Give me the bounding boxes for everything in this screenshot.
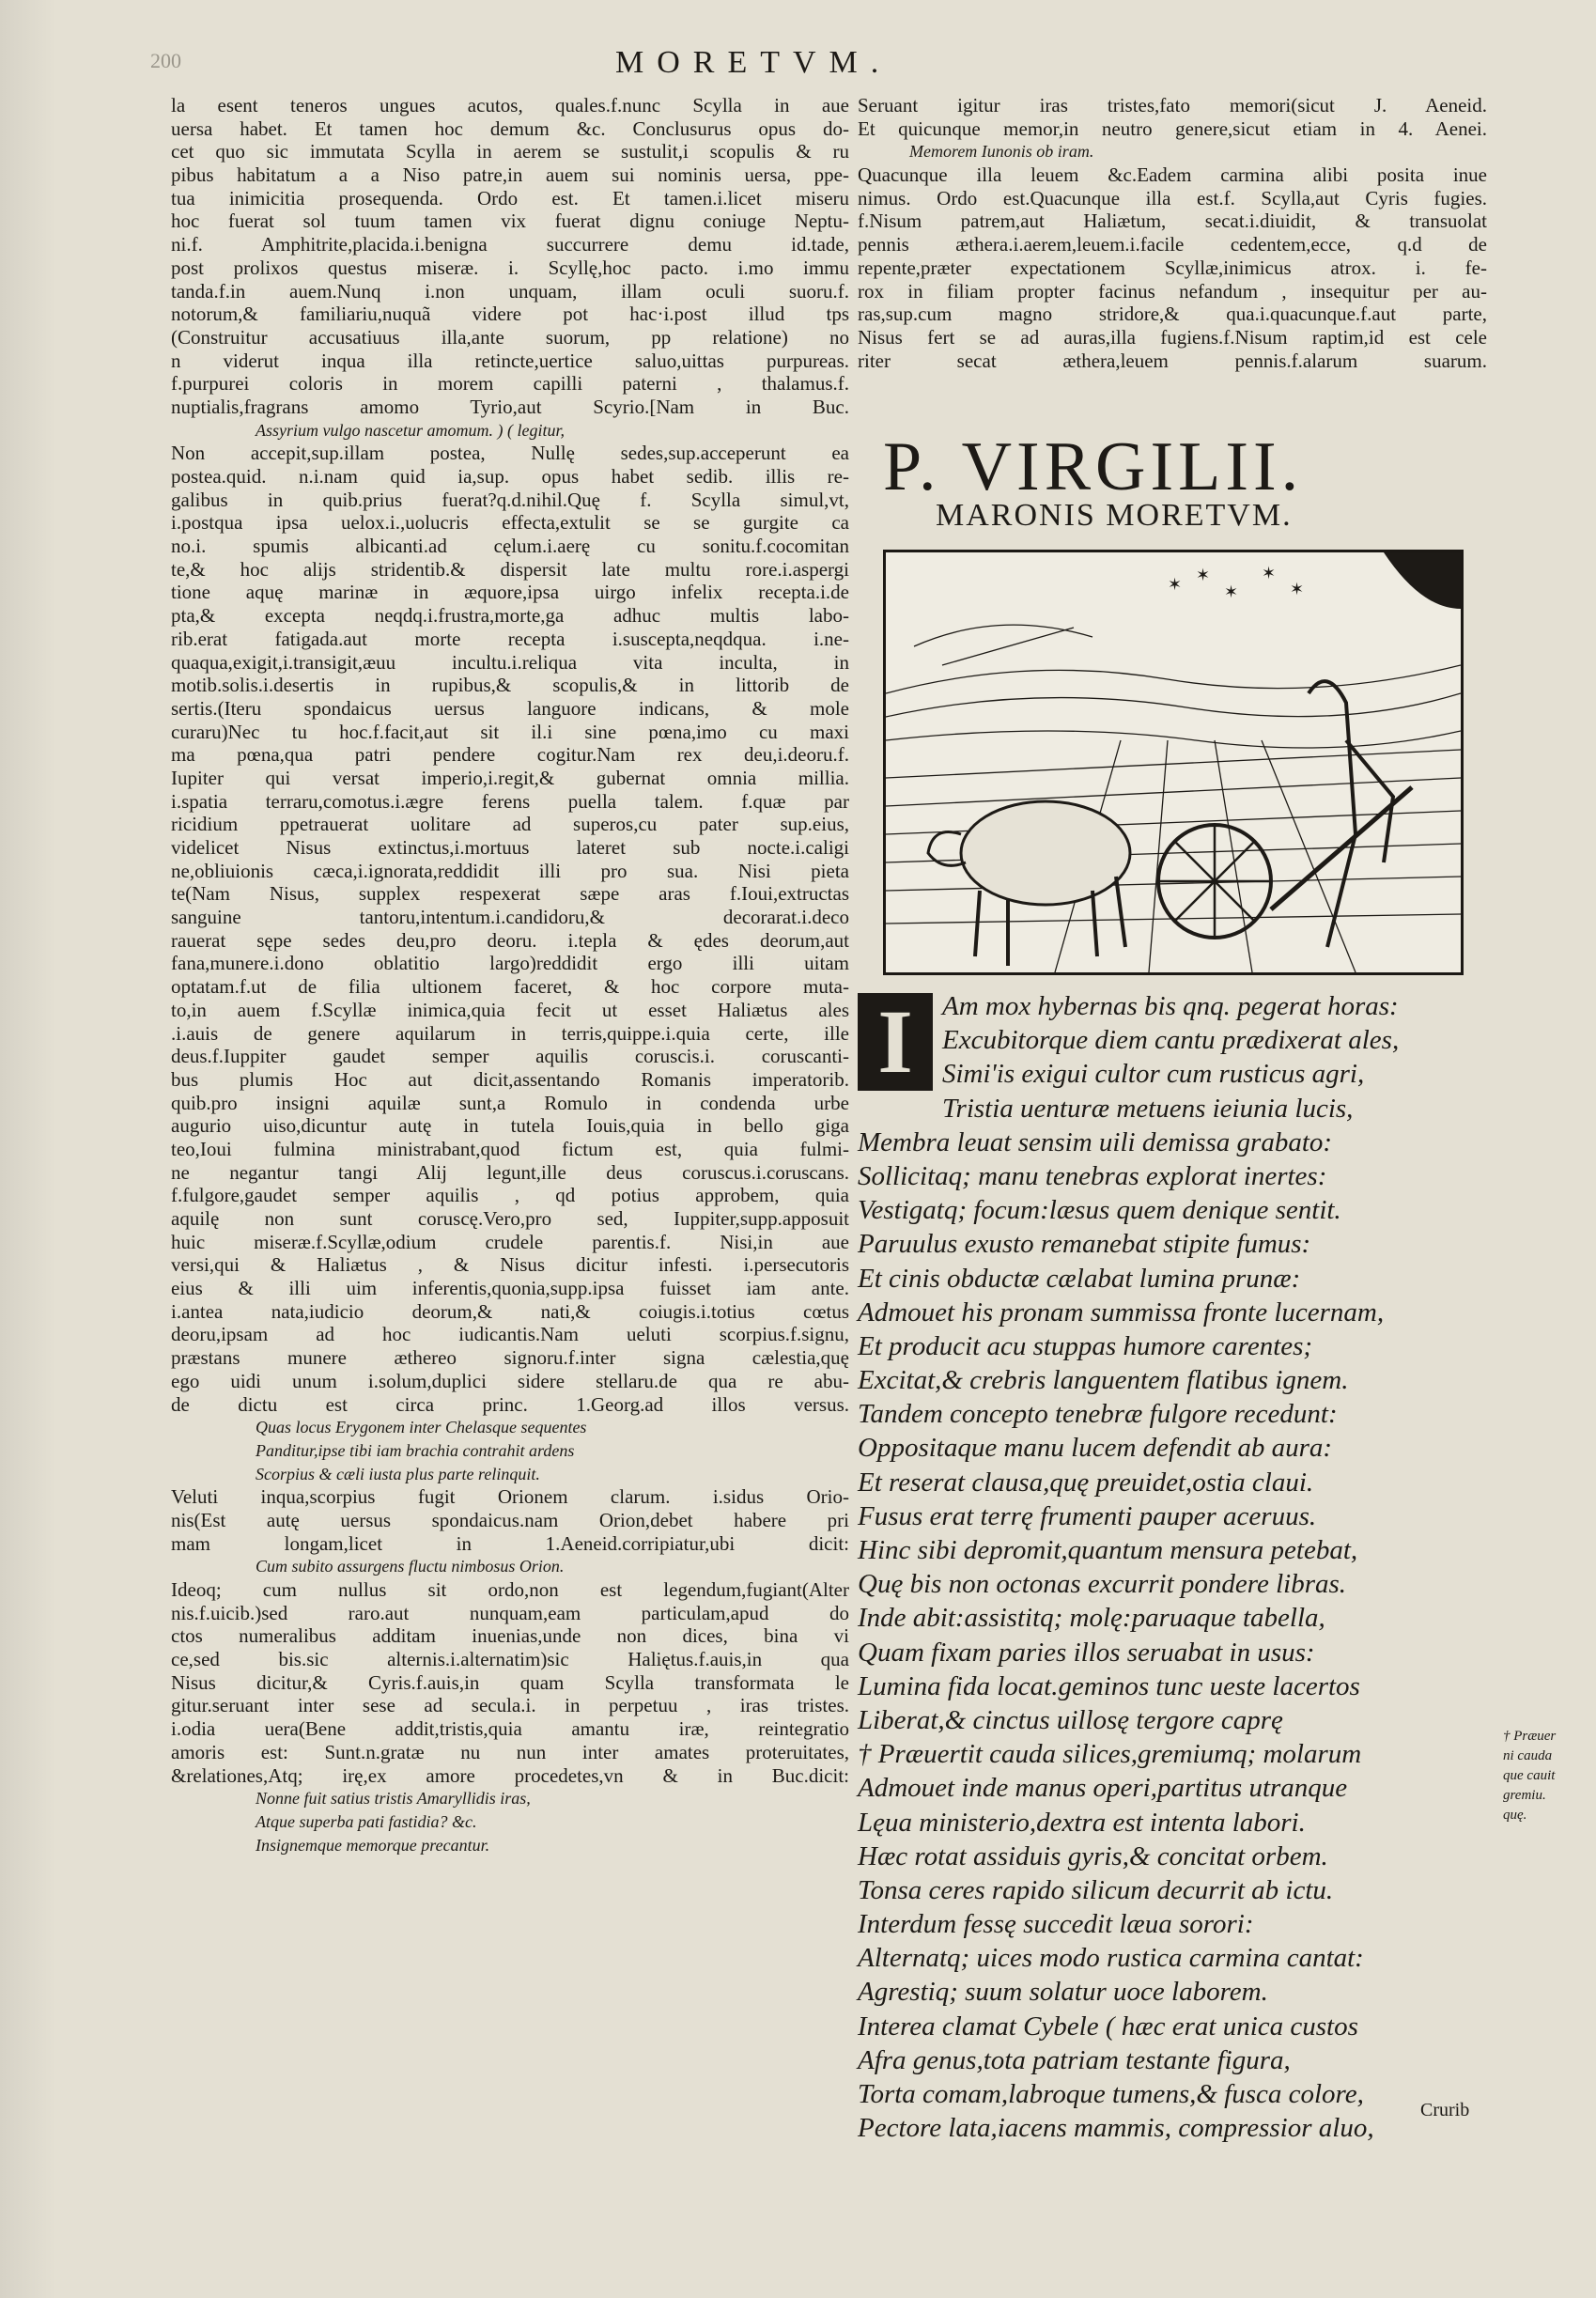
commentary-line: pta,& excepta neqdq.i.frustra,morte,ga adhuc multis labo- (171, 604, 849, 628)
poem-verse-line: Sollicitaq; manu tenebras explorat inertes: (858, 1160, 1327, 1191)
commentary-line: versi,qui & Haliætus , & Nisus dicitur infesti. i.persecutoris (171, 1253, 849, 1277)
commentary-line: motib.solis.i.desertis in rupibus,& scopulis,& in littorib de (171, 674, 849, 697)
poem-verse-line: Excubitorque diem cantu prædixerat ales, (942, 1025, 1400, 1056)
poem-verse-line: Lęua ministerio,dextra est intenta labori. (858, 1807, 1306, 1838)
commentary-line: amoris est: Sunt.n.gratæ nu nun inter amates proteruitates, (171, 1740, 849, 1763)
quoted-verse-line: Panditur,ipse tibi iam brachia contrahit ardens (256, 1440, 575, 1460)
commentary-line: præstans munere æthereo signoru.f.inter signa cælestia,quę (171, 1346, 849, 1370)
poem-verse-line: † Præuertit cauda silices,gremiumq; molarum (858, 1739, 1362, 1770)
commentary-line: Iupiter qui versat imperio,i.regit,& gubernat omnia millia. (171, 766, 849, 789)
poem-verse-line: Quam fixam paries illos seruabat in usus: (858, 1637, 1315, 1668)
commentary-line: ce,sed bis.sic alternis.i.alternatim)sic Haliętus.f.auis,in qua (171, 1648, 849, 1671)
commentary-line: bus plumis Hoc aut dicit,assentando Romanis imperatorib. (171, 1067, 849, 1091)
marginal-note-line: † Præuer (1503, 1729, 1557, 1744)
poem-verse-line: Pectore lata,iacens mammis, compressior aluo, (858, 2113, 1374, 2144)
quoted-verse-line: Cum subito assurgens fluctu nimbosus Orion. (256, 1557, 565, 1576)
commentary-line: notorum,& familiariu,nuquã videre pot hac·i.post illud tps (171, 303, 849, 326)
poem-verse-line: Inde abit:assistitq; molę:paruaque tabella, (858, 1603, 1325, 1634)
commentary-line: teo,Ioui fulmina ministrabant,quod fictum est, quia fulmi- (171, 1137, 849, 1160)
poem-verse-line: Tandem concepto tenebræ fulgore recedunt: (858, 1399, 1338, 1430)
svg-text:✶: ✶ (1262, 564, 1277, 582)
commentary-line: i.spatia terraru,comotus.i.ægre ferens puella talem. f.quæ par (171, 789, 849, 813)
marginal-note (1503, 1727, 1556, 1825)
poem-verse-line: Simi'is exigui cultor cum rusticus agri, (942, 1059, 1365, 1090)
poem-text (858, 989, 1515, 2145)
commentary-line: de dictu est circa princ. 1.Georg.ad illos versus. (171, 1392, 849, 1416)
poem-verse-line: Oppositaque manu lucem defendit ab aura: (858, 1433, 1333, 1464)
poem-verse-line: Torta comam,labroque tumens,& fusca colore, (858, 2079, 1364, 2109)
poem-verse-line: Tonsa ceres rapido silicum decurrit ab ictu. (858, 1874, 1334, 1905)
poem-verse-line: Hæc rotat assiduis gyris,& concitat orbem. (858, 1840, 1328, 1871)
quoted-verse-line: Insignemque memorque precantur. (256, 1835, 490, 1855)
commentary-line: i.odia uera(Bene addit,tristis,quia amantu iræ, reintegratio (171, 1717, 849, 1741)
commentary-line: rib.erat fatigada.aut morte recepta i.suscepta,neqdqua. i.ne- (171, 627, 849, 650)
svg-text:✶: ✶ (1224, 582, 1239, 601)
commentary-line: cet quo sic immutata Scylla in aerem se sustulit,i scopulis & ru (171, 140, 849, 163)
commentary-line: ne negantur tangi Alij legunt,ille deus coruscus.i.coruscans. (171, 1160, 849, 1184)
poem-verse-line: Liberat,& cinctus uillosę tergore caprę (858, 1704, 1283, 1735)
commentary-line: i.antea nata,iudicio deorum,& nati,& coiugis.i.totius cœtus (171, 1299, 849, 1323)
commentary-line: Seruant igitur iras tristes,fato memori(sicut J. Aeneid. (858, 94, 1487, 116)
commentary-line: repente,præter expectationem Scyllæ,inimicus atrox. i. fe- (858, 256, 1487, 279)
poem-verse-line: Afra genus,tota patriam testante figura, (858, 2044, 1291, 2075)
svg-text:✶: ✶ (1168, 575, 1183, 594)
marginal-note-line: ni cauda (1503, 1748, 1553, 1763)
commentary-line: ne,obliuionis cæca,i.ignorata,reddidit illi pro sua. Nisi pieta (171, 859, 849, 882)
commentary-line: rox in filiam propter facinus nefandum , insequitur per au- (858, 279, 1487, 303)
commentary-line: fana,munere.i.dono oblatitio largo)reddidit ergo illi uitam (171, 952, 849, 975)
commentary-column-left (171, 94, 849, 1856)
poem-verse-line: Lumina fida locat.geminos tunc ueste lacertos (858, 1670, 1360, 1701)
quoted-verse-line: Nonne fuit satius tristis Amaryllidis iras, (256, 1789, 531, 1809)
commentary-line: Nisus dicitur,& Cyris.f.auis,in quam Scylla transformata le (171, 1670, 849, 1694)
poem-verse-line: Fusus erat terrę frumenti pauper aceruus. (858, 1500, 1317, 1531)
poem-verse-line: Am mox hybernas bis qnq. pegerat horas: (942, 991, 1399, 1021)
poem-verse-line: Paruulus exusto remanebat stipite fumus: (858, 1229, 1311, 1260)
commentary-line: nis.f.uicib.)sed raro.aut nunquam,eam particulam,apud do (171, 1601, 849, 1624)
page-edge (0, 0, 56, 2298)
poem-verse-line: Et reserat clausa,quę preuidet,ostia claui. (858, 1467, 1314, 1498)
commentary-line: no.i. spumis albicanti.ad cęlum.i.aerę cu sonitu.f.cocomitan (171, 535, 849, 558)
commentary-line: f.fulgore,gaudet semper aquilis , qd potius approbem, quia (171, 1184, 849, 1207)
commentary-line: pennis æthera.i.aerem,leuem.i.facile cedentem,ecce, q.d de (858, 233, 1487, 256)
commentary-line: ma pœna,qua patri pendere cogitur.Nam rex deu,i.deoru.f. (171, 743, 849, 767)
commentary-line: Ideoq; cum nullus sit ordo,non est legendum,fugiant(Alter (171, 1578, 849, 1601)
commentary-line: eius & illi uim inferentis,quonia,supp.ipsa fuisset iam ante. (171, 1277, 849, 1300)
commentary-line: &relationes,Atq; irę,ex amore procedetes,vn & in Buc.dicit: (171, 1763, 849, 1787)
running-title: MORETVM. (615, 45, 892, 80)
quoted-verse-line: Assyrium vulgo nascetur amomum. ) ( legitur, (256, 420, 565, 440)
commentary-line: deoru,ipsam ad hoc iudicantis.Nam ueluti scorpius.f.signu, (171, 1323, 849, 1346)
poem-verse-line: Vestigatq; focum:læsus quem denique sentit. (858, 1195, 1341, 1226)
commentary-line: nimus. Ordo est.Quacunque illa est.f. Scylla,aut Cyris fugies. (858, 186, 1487, 210)
commentary-line: augurio uiso,dicuntur autę in tutela Iouis,quia in bello giga (171, 1114, 849, 1138)
poem-verse-line: Et producit acu stuppas humore carentes; (858, 1330, 1313, 1361)
drop-cap-initial: I (858, 993, 933, 1091)
commentary-line: ctos numeralibus additam inuenias,unde non dices, bina vi (171, 1624, 849, 1648)
commentary-line: optatam.f.ut de filia ultionem faceret, & hoc corpore muta- (171, 975, 849, 999)
commentary-line: post prolixos questus miseræ. i. Scyllę,hoc pacto. i.mo immu (171, 256, 849, 279)
commentary-line: sertis.(Iteru spondaicus uersus languore indicans, & mole (171, 696, 849, 720)
quoted-verse-line: Scorpius & cæli iusta plus parte relinquit. (256, 1464, 540, 1483)
folio-number: 200 (150, 49, 181, 72)
marginal-note-line: que cauit (1503, 1768, 1556, 1783)
commentary-line: gitur.seruant inter sese ad secula.i. in perpetuu , iras tristes. (171, 1694, 849, 1717)
commentary-line: rauerat sępe sedes deu,pro deoru. i.tepla & ędes deorum,aut (171, 928, 849, 952)
commentary-line: Non accepit,sup.illam postea, Nullę sedes,sup.acceperunt ea (171, 442, 849, 465)
commentary-line: tione aquę marinæ in æquore,ipsa uirgo infelix recepta.i.de (171, 581, 849, 604)
poem-verse-line: Quę bis non octonas excurrit pondere libras. (858, 1569, 1347, 1600)
commentary-line: pibus habitatum a a Niso patre,in auem sui nominis uersa, ppe- (171, 163, 849, 187)
commentary-line: Veluti inqua,scorpius fugit Orionem clarum. i.sidus Orio- (171, 1485, 849, 1509)
commentary-line: i.postqua ipsa uelox.i.,uolucris effecta,extulit se se gurgite ca (171, 511, 849, 535)
poem-verse-line: Excitat,& crebris languentem flatibus ignem. (858, 1365, 1349, 1396)
woodcut-illustration (883, 550, 1464, 975)
poem-verse-line: Hinc sibi depromit,quantum mensura petebat, (858, 1535, 1358, 1565)
svg-text:✶: ✶ (1196, 566, 1211, 584)
catchword: Crurib (1420, 2100, 1470, 2120)
poem-verse-line: Tristia uenturæ metuens ieiunia lucis, (942, 1093, 1354, 1124)
quoted-verse-line: Atque superba pati fastidia? &c. (256, 1811, 477, 1831)
poem-verse-line: Interea clamat Cybele ( hæc erat unica custos (858, 2011, 1358, 2042)
poem-verse-line: Agrestiq; suum solatur uoce laborem. (858, 1977, 1268, 2008)
commentary-line: galibus in quib.prius fuerat?q.d.nihil.Quę f. Scylla simul,vt, (171, 488, 849, 511)
commentary-line: te,& hoc alijs stridentib.& dispersit late multu rore.i.aspergi (171, 557, 849, 581)
commentary-line: ni.f. Amphitrite,placida.i.benigna succurrere demu id.tade, (171, 233, 849, 256)
commentary-line: f.purpurei coloris in morem capilli paterni , thalamus.f. (171, 372, 849, 396)
commentary-line: (Construitur accusatiuus illa,ante suorum, pp relatione) no (171, 325, 849, 349)
poem-verse-line: Membra leuat sensim uili demissa grabato: (858, 1126, 1333, 1157)
marginal-note-line: quę. (1503, 1808, 1527, 1823)
work-subtitle: MARONIS MORETVM. (936, 498, 1293, 533)
commentary-line: la esent teneros ungues acutos, quales.f.nunc Scylla in aue (171, 94, 849, 116)
commentary-line: tua inimicitia prosequenda. Ordo est. Et tamen.i.licet miseru (171, 186, 849, 210)
poem-verse-line: Interdum fessę succedit læua sorori: (858, 1909, 1254, 1940)
commentary-line: ego uidi unum i.solum,duplici sidere stellaru.de qua re abu- (171, 1369, 849, 1392)
commentary-line: f.Nisum patrem,aut Haliætum, secat.i.diuidit, & transuolat (858, 210, 1487, 233)
commentary-line: huic miseræ.f.Scyllæ,odium crudele parentis.f. Nisi,in aue (171, 1230, 849, 1253)
commentary-line: nis(Est autę uersus spondaicus.nam Orion,debet habere pri (171, 1508, 849, 1531)
poem-verse-line: Admouet his pronam summissa fronte lucernam, (858, 1297, 1385, 1328)
commentary-line: .i.auis de genere aquilarum in terris,quippe.i.quia certe, ille (171, 1021, 849, 1045)
commentary-line: hoc fuerat sol tuum tamen vix fuerat dignu coniuge Neptu- (171, 210, 849, 233)
svg-text:✶: ✶ (1290, 580, 1305, 598)
commentary-line: quib.pro insigni aquilæ sunt,a Romulo in condenda urbe (171, 1091, 849, 1114)
commentary-line: Quacunque illa leuem &c.Eadem carmina alibi posita inue (858, 163, 1487, 187)
commentary-line: tanda.f.in auem.Nunq i.non unquam, illam oculi suoru.f. (171, 279, 849, 303)
commentary-line: Et quicunque memor,in neutro genere,sicut etiam in 4. Aenei. (858, 116, 1487, 140)
commentary-line: n viderut inqua illa retincte,uertice saluo,uittas purpureas. (171, 349, 849, 372)
commentary-line: ricidium ppetrauerat uolitare ad superos,cu pater sup.eius, (171, 813, 849, 836)
work-title: P. VIRGILII. (883, 428, 1304, 505)
commentary-line: riter secat æthera,leuem pennis.f.alarum suarum. (858, 349, 1487, 372)
commentary-line: quaqua,exigit,i.transigit,æuu incultu.i.reliqua vita inculta, in (171, 650, 849, 674)
commentary-line: sanguine tantoru,intentum.i.candidoru,& decorarat.i.deco (171, 906, 849, 929)
poem-verse-line: Admouet inde manus operi,partitus utranque (858, 1773, 1348, 1804)
commentary-line: nuptialis,fragrans amomo Tyrio,aut Scyrio.[Nam in Buc. (171, 395, 849, 418)
commentary-line: curaru)Nec tu hoc.f.facit,aut sit il.i sine pœna,imo cu maxi (171, 720, 849, 743)
commentary-line: to,in auem f.Scyllæ inimica,quia fecit ut esset Haliætus ales (171, 998, 849, 1021)
commentary-line: mam longam,licet in 1.Aeneid.corripiatur,ubi dicit: (171, 1531, 849, 1555)
quoted-verse-line: Quas locus Erygonem inter Chelasque sequentes (256, 1418, 587, 1437)
commentary-column-right (858, 94, 1487, 372)
ploughing-scene-woodcut (886, 552, 1461, 972)
commentary-line: deus.f.Iuppiter gaudet semper aquilis coruscis.i. coruscanti- (171, 1045, 849, 1068)
commentary-line: te(Nam Nisus, supplex respexerat sæpe aras f.Ioui,extructas (171, 882, 849, 906)
commentary-line: postea.quid. n.i.nam quid ia,sup. opus habet sedib. illis re- (171, 465, 849, 488)
commentary-line: aquilę non sunt coruscę.Vero,pro sed, Iuppiter,supp.apposuit (171, 1207, 849, 1230)
poem-verse-line: Alternatq; uices modo rustica carmina cantat: (858, 1943, 1364, 1974)
poem-verse-line: Et cinis obductæ cælabat lumina prunæ: (858, 1263, 1301, 1294)
commentary-line: ras,sup.cum magno stridore,& qua.i.quacunque.f.aut parte, (858, 303, 1487, 326)
commentary-line: uersa habet. Et tamen hoc demum &c. Conclusurus opus do- (171, 116, 849, 140)
marginal-note-line: gremiu. (1503, 1788, 1546, 1803)
commentary-line: videlicet Nisus extinctus,i.mortuus lateret sub nocte.i.caligi (171, 836, 849, 859)
commentary-line: Nisus fert se ad auras,illa fugiens.f.Nisum raptim,id est cele (858, 325, 1487, 349)
quoted-verse-line: Memorem Iunonis ob iram. (909, 142, 1094, 162)
